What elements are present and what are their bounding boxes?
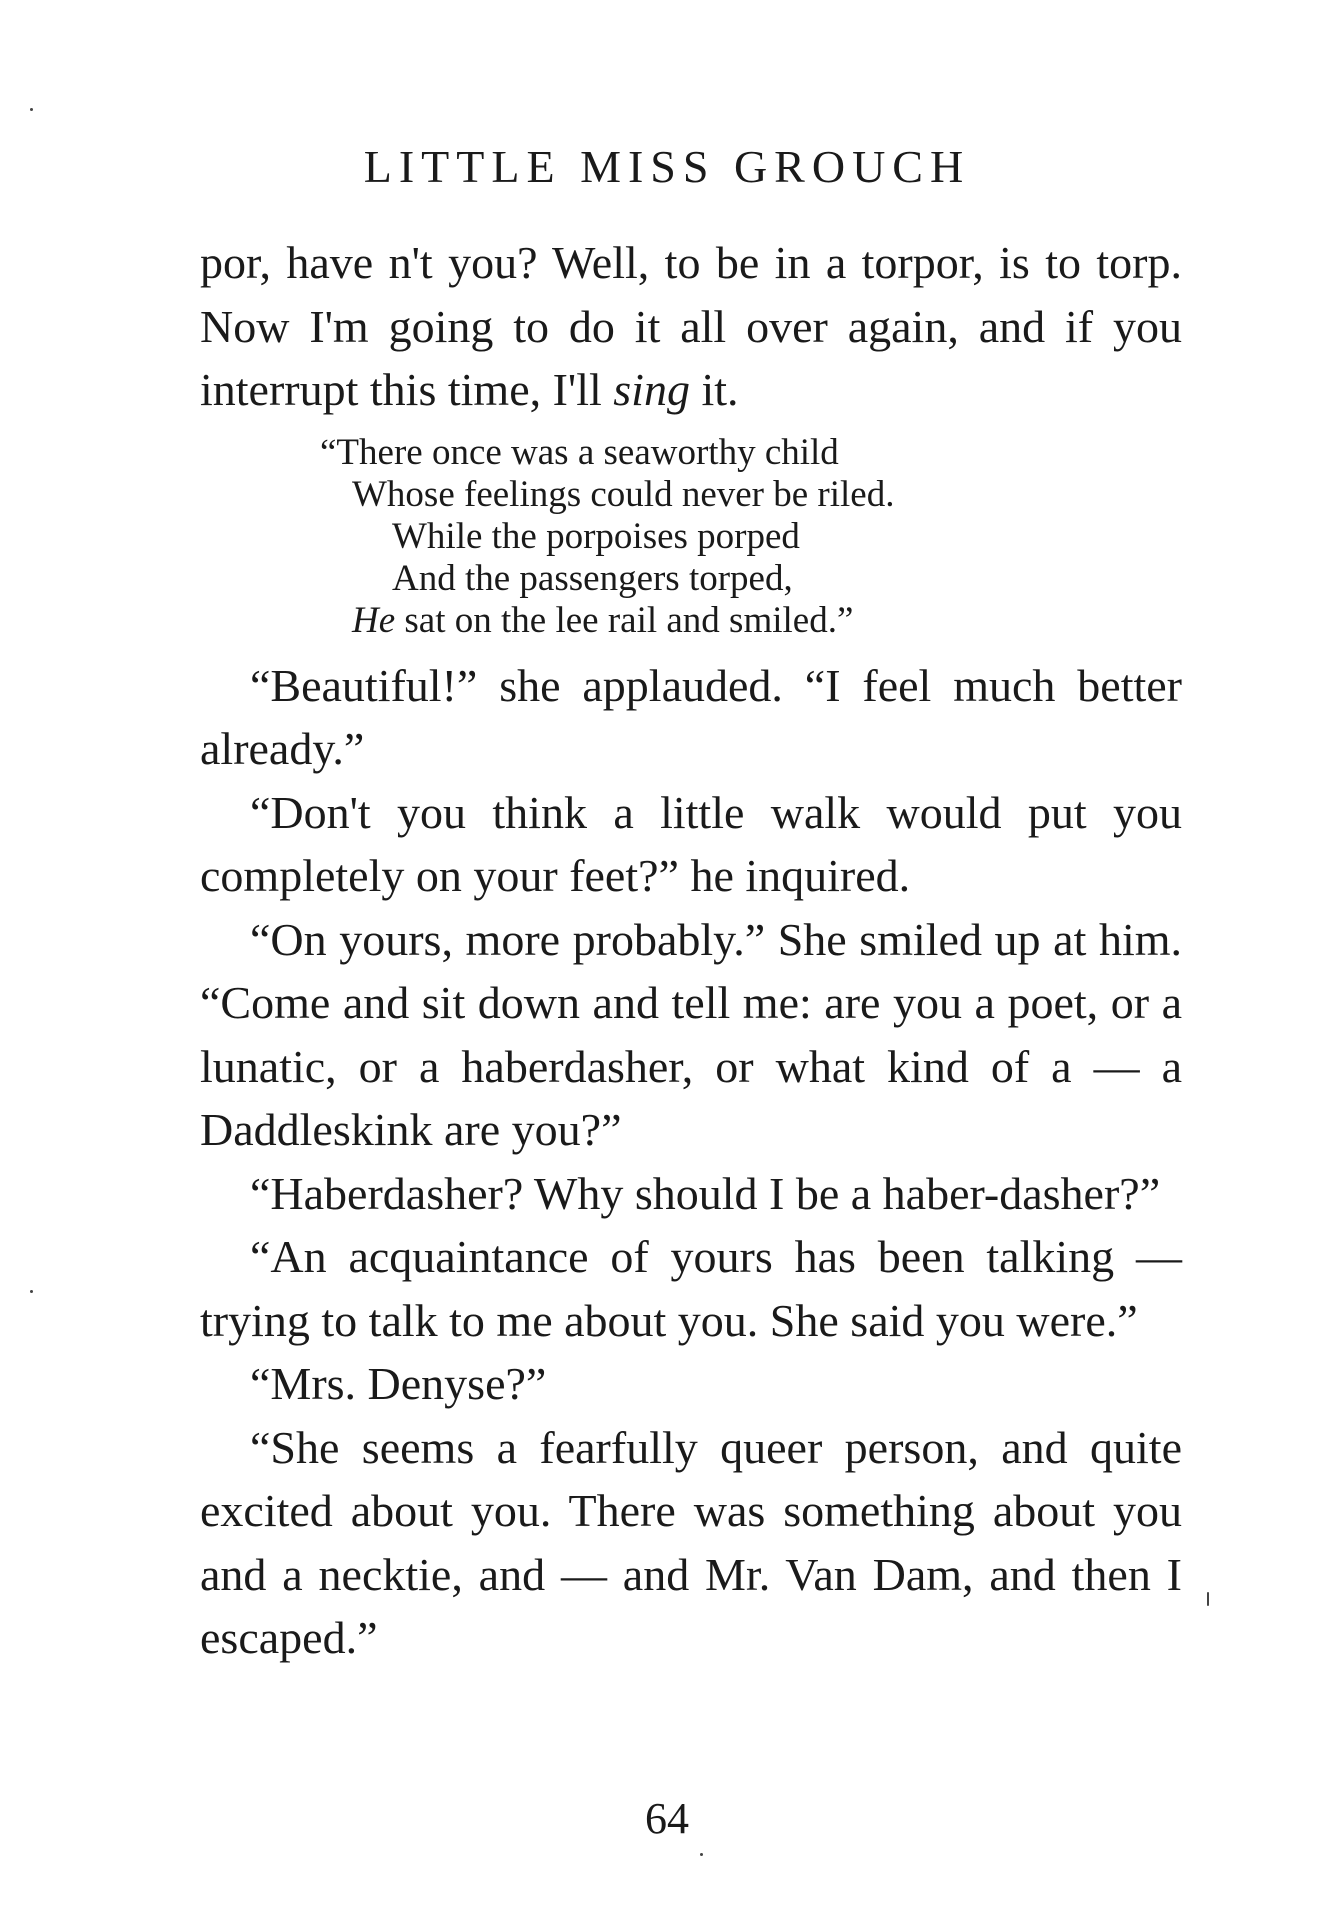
paper-speck — [700, 1853, 703, 1856]
dialogue-paragraph: “Beautiful!” she applauded. “I feel much better already.” — [200, 659, 1182, 774]
dialogue-paragraph: “Don't you think a little walk would put you completely on your feet?” he inquired. — [200, 786, 1182, 901]
dialogue-paragraph: “On yours, more probably.” She smiled up at him. “Come and sit down and tell me: are you a poet, or a lunatic, or a haberdasher, or what kind of a — a Daddleskink are you?” — [200, 913, 1182, 1155]
dialogue-paragraph: “An acquaintance of yours has been talking — trying to talk to me about you. She said you were.” — [200, 1231, 1182, 1346]
verse-line-5 — [200, 600, 1182, 642]
page-body — [200, 231, 1182, 1670]
opening-tail: it. — [689, 364, 739, 415]
verse-line-3: While the porpoises porped — [392, 515, 800, 557]
dialogue-paragraph: “She seems a fearfully queer person, and quite excited about you. There was something about you and a necktie, and — and Mr. Van Dam, and then I escaped.” — [200, 1421, 1182, 1663]
paper-speck — [30, 108, 33, 111]
verse-line-2: Whose feelings could never be riled. — [352, 473, 895, 515]
verse-line-1: “There once was a seaworthy child — [320, 431, 839, 473]
emphasis-sing: sing — [613, 364, 690, 415]
verse-line-4: And the passengers torped, — [392, 557, 793, 599]
opening-text: por, have n't you? Well, to be in a torpor, is to torp. Now I'm going to do it all over again, and if you interrupt this time, I'll — [200, 237, 1182, 415]
dialogue-paragraph: “Haberdasher? Why should I be a haber-dasher?” — [250, 1167, 1161, 1219]
limerick-verse — [200, 432, 1182, 642]
opening-paragraph — [200, 231, 1182, 422]
page-number: 64 — [645, 1794, 689, 1843]
paper-speck — [1207, 1592, 1209, 1606]
running-head: LITTLE MISS GROUCH — [363, 141, 971, 192]
verse-line-5-rest: sat on the lee rail and smiled.” — [395, 599, 854, 641]
paper-speck — [30, 1290, 33, 1293]
dialogue-paragraph: “Mrs. Denyse?” — [250, 1358, 547, 1409]
verse-emphasis-he: He — [352, 599, 396, 641]
